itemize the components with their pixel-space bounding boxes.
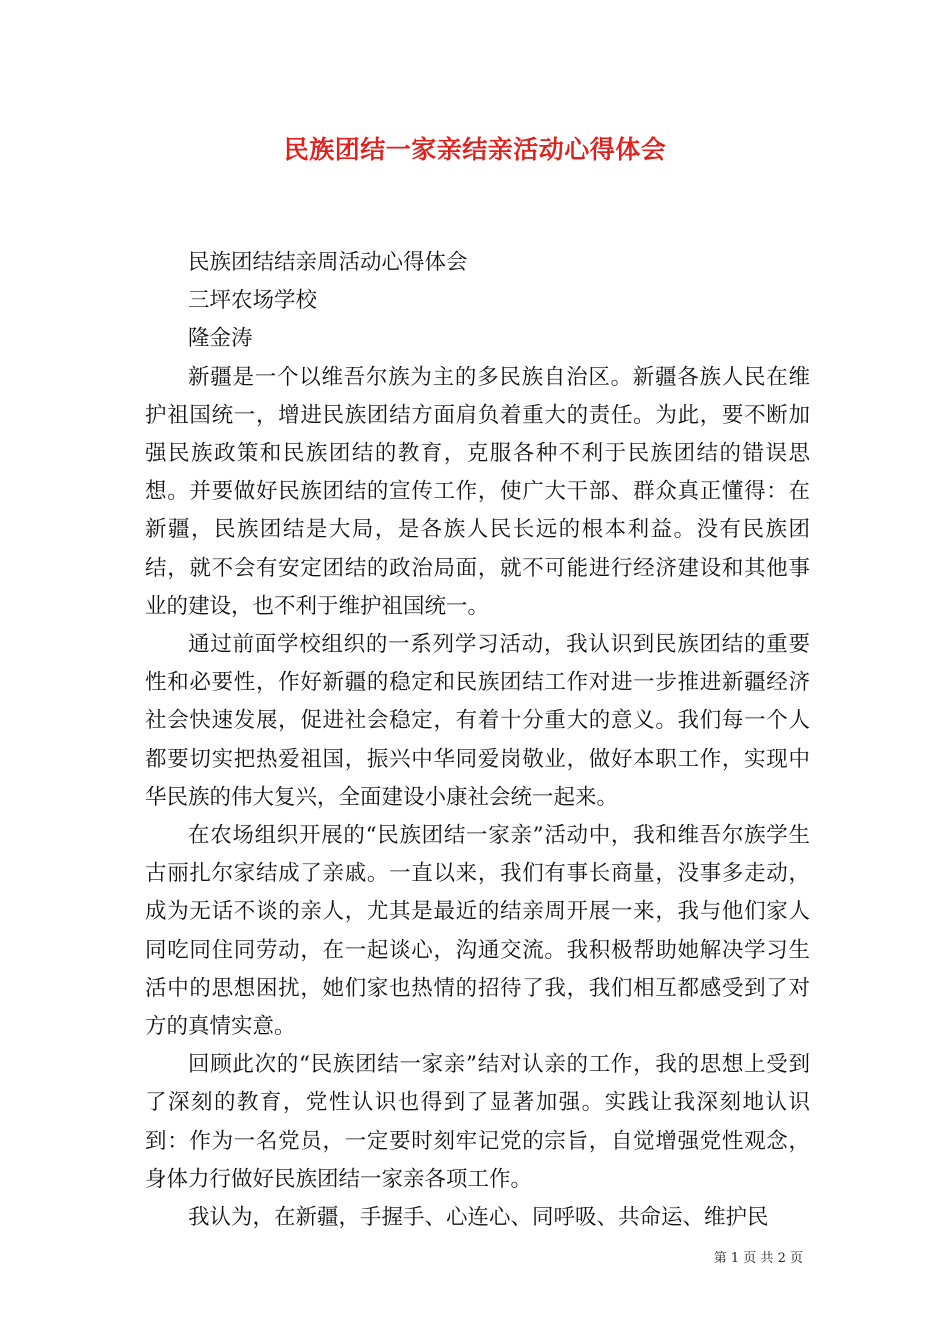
page-middle: 页 共 xyxy=(743,1251,774,1266)
page-total: 2 xyxy=(777,1251,786,1266)
document-title: 民族团结一家亲结亲活动心得体会 xyxy=(283,135,667,164)
document-body xyxy=(145,244,810,1237)
document-subtitle: 民族团结结亲周活动心得体会 xyxy=(188,250,468,275)
page-suffix: 页 xyxy=(789,1251,803,1266)
body-paragraph-1: 新疆是一个以维吾尔族为主的多民族自治区。新疆各族人民在维护祖国统一，增进民族团结方面肩负着重大的责任。为此，要不断加强民族政策和民族团结的教育，克服各种不利于民族团结的错误思想。并要做好民族团结的宣传工作，使广大干部、群众真正懂得：在新疆，民族团结是大局，是各族人民长远的根本利益。没有民族团结，就不会有安定团结的政治局面，就不可能进行经济建设和其他事业的建设，也不利于维护祖国统一。 xyxy=(145,364,810,619)
document-author: 隆金涛 xyxy=(188,326,253,352)
document-school: 三坪农场学校 xyxy=(188,288,318,314)
page-prefix: 第 xyxy=(713,1251,727,1266)
body-paragraph-5: 我认为，在新疆，手握手、心连心、同呼吸、共命运、维护民 xyxy=(188,1205,769,1231)
body-paragraph-2: 通过前面学校组织的一系列学习活动，我认识到民族团结的重要性和必要性，作好新疆的稳定和民族团结工作对进一步推进新疆经济社会快速发展，促进社会稳定，有着十分重大的意义。我们每一个人都要切实把热爱祖国，振兴中华同爱岗敬业，做好本职工作，实现中华民族的伟大复兴，全面建设小康社会统一起来。 xyxy=(145,632,810,810)
page-current: 1 xyxy=(730,1251,740,1266)
body-paragraph-4: 回顾此次的“民族团结一家亲”结对认亲的工作，我的思想上受到了深刻的教育，党性认识也得到了显著加强。实践让我深刻地认识到：作为一名党员，一定要时刻牢记党的宗旨，自觉增强党性观念，身体力行做好民族团结一家亲各项工作。 xyxy=(145,1052,810,1192)
body-paragraph-3: 在农场组织开展的“民族团结一家亲”活动中，我和维吾尔族学生古丽扎尔家结成了亲戚。一直以来，我们有事长商量，没事多走动，成为无话不谈的亲人，尤其是最近的结亲周开展一来，我与他们家人同吃同住同劳动，在一起谈心，沟通交流。我积极帮助她解决学习生活中的思想困扰，她们家也热情的招待了我，我们相互都感受到了对方的真情实意。 xyxy=(145,823,810,1040)
page-number-footer xyxy=(714,1250,803,1268)
